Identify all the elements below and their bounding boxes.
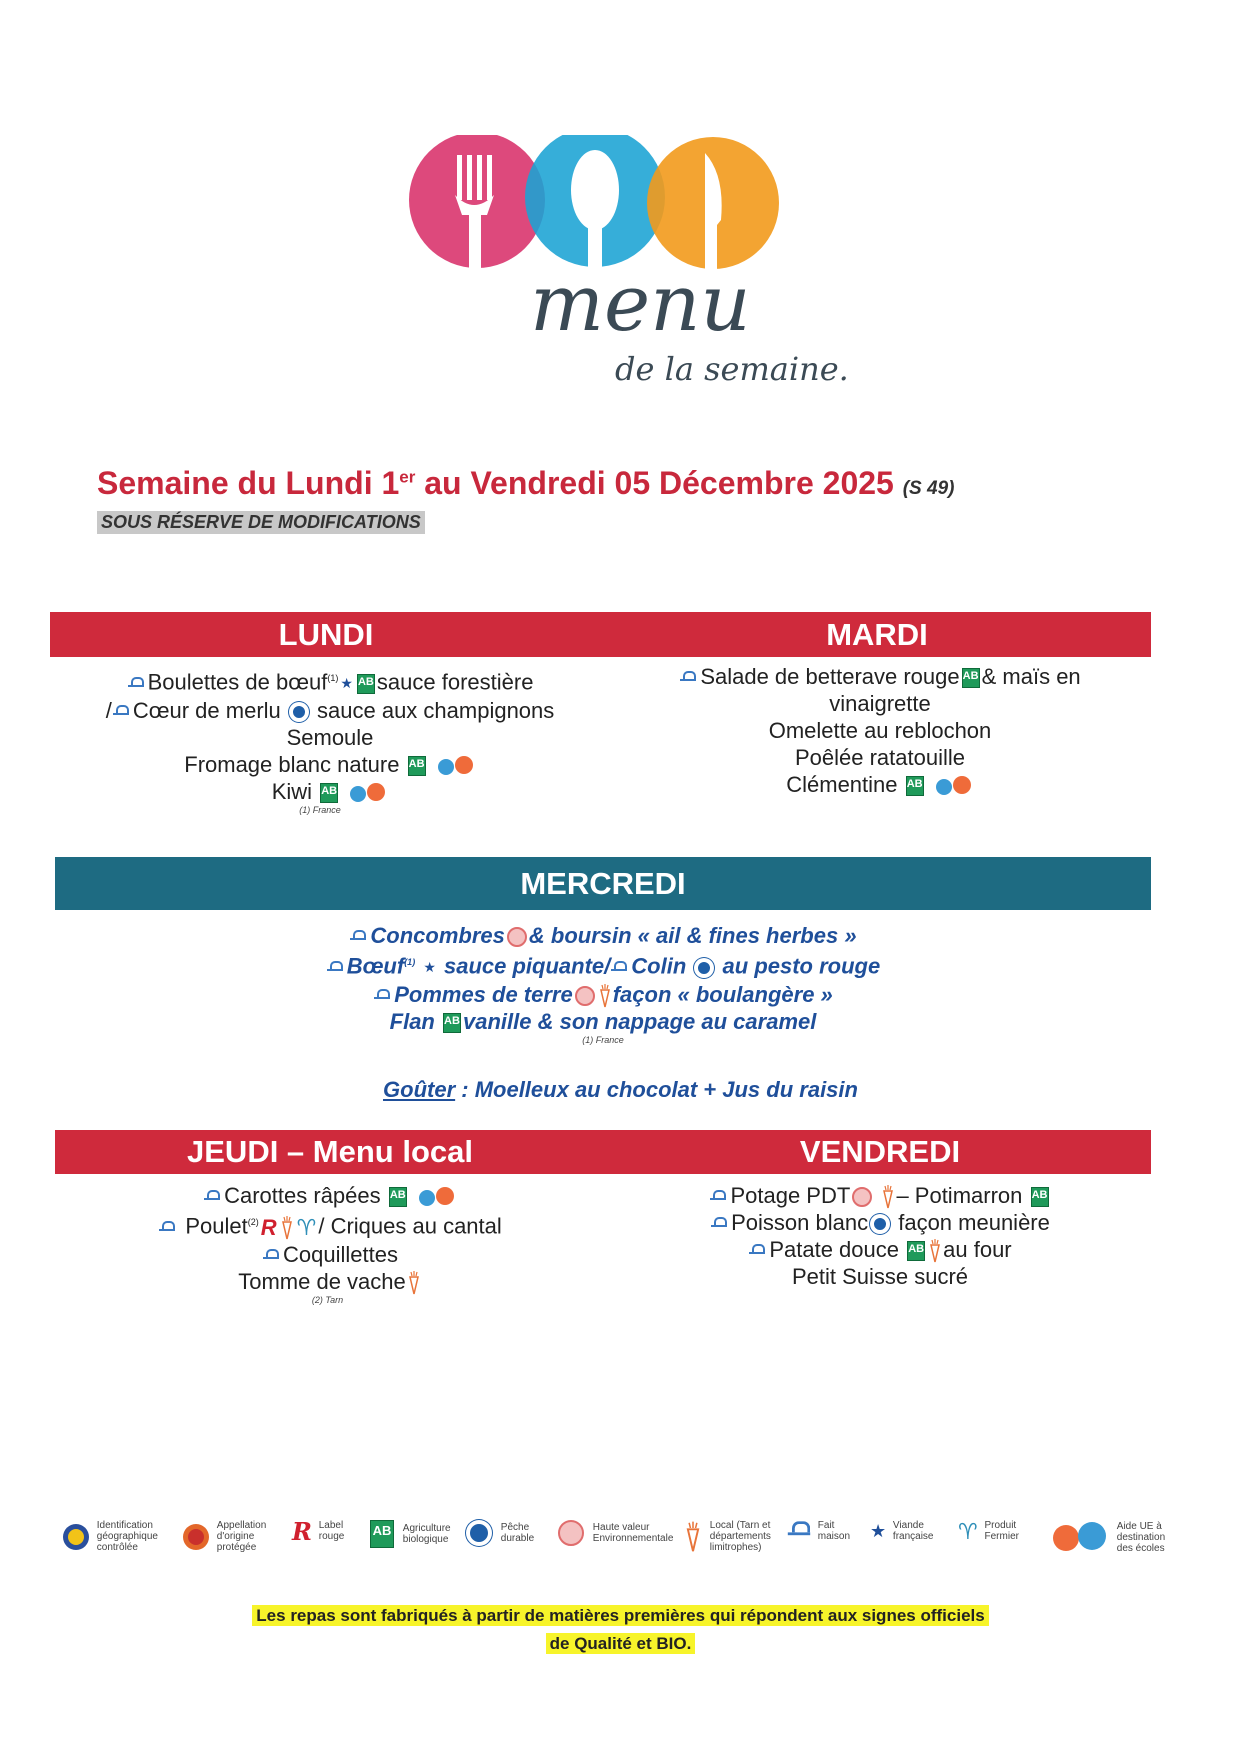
- mardi-heading: MARDI: [826, 616, 928, 652]
- list-item: [610, 1209, 1150, 1236]
- local-icon: [928, 1239, 942, 1263]
- list-item: [60, 1241, 600, 1268]
- list-item: vinaigrette: [829, 691, 931, 716]
- lundi-heading: LUNDI: [278, 616, 374, 652]
- label-rouge-icon: R: [292, 1516, 312, 1546]
- dish-name: Salade de betterave rouge: [700, 664, 960, 689]
- legend-local: [680, 1520, 771, 1553]
- mercredi-menu: [55, 922, 1151, 1046]
- fait-maison-icon: [349, 929, 367, 945]
- dish-name: Tomme de vache: [238, 1269, 406, 1295]
- dish-name: Colin: [631, 953, 687, 979]
- fait-maison-icon: [158, 1220, 176, 1236]
- ab-icon: AB: [370, 1520, 394, 1548]
- dish-name: Poisson blanc: [731, 1210, 869, 1236]
- legend-text: maison: [817, 1531, 851, 1542]
- peche-durable-icon: [289, 702, 309, 722]
- dish-side: façon « boulangère »: [612, 982, 833, 1008]
- menu-logo: [395, 135, 865, 425]
- jeudi-menu: [60, 1182, 600, 1306]
- legend-text: Aide UE à: [1116, 1520, 1162, 1532]
- dish-name: Pommes de terre: [394, 982, 573, 1008]
- lundi-menu: [60, 665, 600, 816]
- fait-maison-icon: [748, 1243, 766, 1259]
- quality-footer: [0, 1602, 1241, 1658]
- legend-text: Produit: [984, 1520, 1017, 1531]
- fait-maison-icon: [786, 1520, 811, 1542]
- legend-text: des écoles: [1116, 1542, 1165, 1554]
- origin-note: (1) France: [299, 805, 341, 816]
- dish-name: Cœur de merlu: [132, 698, 281, 724]
- list-item: [60, 1268, 600, 1295]
- dish-name: Boulettes de bœuf: [147, 669, 328, 695]
- fait-maison-icon: [326, 960, 344, 976]
- dish-sauce: sauce forestière: [376, 669, 534, 695]
- fait-maison-icon: [373, 988, 391, 1004]
- reserve-notice: SOUS RÉSERVE DE MODIFICATIONS: [97, 511, 425, 534]
- legend-igp: [58, 1520, 158, 1553]
- fait-maison-icon: [679, 670, 697, 686]
- hve-icon: [852, 1187, 872, 1207]
- legend-produit-fermier: [954, 1520, 1019, 1542]
- page-title: [97, 465, 954, 502]
- produit-fermier-icon: ♈: [958, 1518, 978, 1544]
- legend-fait-maison: [786, 1520, 850, 1542]
- legend-text: Local (Tarn et: [709, 1520, 771, 1531]
- hve-icon: [575, 986, 595, 1006]
- dish-sauce: sauce aux champignons: [317, 698, 555, 724]
- dish-side: & boursin « ail & fines herbes »: [528, 923, 857, 948]
- dish-name: Flan: [389, 1009, 435, 1035]
- dish-name: Carottes râpées: [224, 1183, 381, 1208]
- list-item: Petit Suisse sucré: [791, 1264, 969, 1290]
- gouter-line: [0, 1077, 1241, 1103]
- legend-text: rouge: [318, 1531, 345, 1542]
- ab-icon: AB: [1031, 1187, 1049, 1207]
- dish-sup: (2): [247, 1217, 259, 1228]
- viande-francaise-icon: ★: [423, 959, 436, 976]
- dish-side: façon meunière: [898, 1210, 1050, 1236]
- dish-name: Concombres: [370, 923, 505, 948]
- dish-side: vanille & son nappage au caramel: [463, 1009, 817, 1035]
- footer-line1: Les repas sont fabriqués à partir de matières premières qui répondent aux signes officiels: [252, 1605, 988, 1626]
- local-icon: [684, 1521, 702, 1553]
- legend-text: Environnementale: [592, 1533, 674, 1544]
- list-item: Poêlée ratatouille: [794, 745, 965, 770]
- origin-note: (1) France: [582, 1035, 624, 1046]
- dish-name: Kiwi: [271, 779, 313, 805]
- legend-text: durable: [500, 1533, 535, 1544]
- legend-aop: [178, 1520, 266, 1553]
- label-rouge-icon: R: [260, 1215, 277, 1241]
- origin-note: (2) Tarn: [311, 1295, 344, 1306]
- ab-icon: AB: [320, 783, 338, 803]
- dish-name: Fromage blanc nature: [184, 752, 400, 778]
- legend-text: Appellation: [216, 1520, 267, 1531]
- title-part2: au Vendredi 05 Décembre 2025: [415, 465, 903, 501]
- dish-name: Bœuf: [346, 953, 405, 979]
- dish-side: au four: [943, 1237, 1012, 1263]
- list-item: [60, 751, 600, 778]
- local-icon: [407, 1271, 421, 1295]
- aide-ue-icon: [1050, 1520, 1110, 1554]
- local-icon: [280, 1216, 294, 1240]
- dish-sauce: au pesto rouge: [722, 953, 881, 979]
- fait-maison-icon: [262, 1248, 280, 1264]
- legend-aide-ue: [1046, 1520, 1165, 1554]
- vendredi-menu: [610, 1182, 1150, 1290]
- aide-ue-icon: [348, 781, 386, 805]
- logo-subtitle: de la semaine.: [615, 350, 849, 388]
- fait-maison-icon: [112, 704, 130, 720]
- legend-ab: [366, 1520, 451, 1548]
- ab-icon: AB: [408, 756, 426, 776]
- legend-viande-francaise: [866, 1520, 934, 1542]
- legend-text: Identification: [96, 1520, 153, 1531]
- dish-sup: (1): [404, 957, 416, 967]
- local-icon: [598, 984, 612, 1008]
- separator: /: [604, 953, 611, 979]
- dish-sup: (1): [327, 673, 339, 683]
- title-sup: er: [399, 467, 416, 487]
- list-item: Semoule: [286, 725, 374, 751]
- peche-durable-icon: [466, 1520, 492, 1546]
- fait-maison-icon: [610, 960, 628, 976]
- peche-durable-icon: [870, 1214, 890, 1234]
- vendredi-heading: VENDREDI: [799, 1134, 961, 1169]
- legend-peche-durable: [462, 1520, 534, 1546]
- legend-text: biologique: [402, 1534, 449, 1545]
- hve-icon: [558, 1520, 584, 1546]
- list-item: [55, 922, 1151, 949]
- dish-side: & maïs en: [981, 664, 1081, 689]
- jeudi-heading: JEUDI – Menu local: [187, 1134, 473, 1169]
- legend-text: départements: [709, 1531, 771, 1542]
- title-part1: Semaine du Lundi 1: [97, 465, 400, 501]
- logo-word: menu: [530, 259, 751, 349]
- produit-fermier-icon: ♈: [296, 1215, 317, 1241]
- viande-francaise-icon: ★: [340, 675, 353, 692]
- mercredi-header-bar: [55, 857, 1151, 910]
- list-item: [610, 1182, 1150, 1209]
- igp-icon: [62, 1523, 90, 1551]
- list-item: [610, 663, 1150, 690]
- list-item: [610, 1236, 1150, 1263]
- legend-text: destination: [1116, 1531, 1166, 1543]
- list-item: [610, 771, 1150, 798]
- viande-francaise-icon: ★: [870, 1520, 887, 1541]
- dish-name: Clémentine: [786, 772, 898, 797]
- dish-alt: / Criques au cantal: [318, 1213, 502, 1239]
- legend-text: géographique: [96, 1531, 158, 1542]
- fait-maison-icon: [710, 1216, 728, 1232]
- legend-text: Label: [318, 1520, 344, 1531]
- list-item: [60, 778, 600, 805]
- ab-icon: AB: [962, 668, 980, 688]
- fait-maison-icon: [127, 676, 145, 692]
- hve-icon: [507, 927, 527, 947]
- week-number: (S 49): [902, 478, 955, 499]
- ab-icon: AB: [443, 1013, 461, 1033]
- list-item: [55, 981, 1151, 1008]
- dish-name: Poulet: [185, 1213, 248, 1239]
- list-item: [60, 665, 600, 697]
- ab-icon: AB: [357, 674, 375, 694]
- legend-text: Fermier: [984, 1531, 1019, 1542]
- local-icon: [881, 1185, 895, 1209]
- legend-label-rouge: [288, 1516, 345, 1546]
- list-item: [55, 1008, 1151, 1035]
- legend-text: d'origine: [216, 1531, 255, 1542]
- dish-sauce: sauce piquante: [444, 953, 605, 979]
- aide-ue-icon: [417, 1185, 455, 1209]
- mardi-menu: [610, 663, 1150, 798]
- jeudi-vendredi-header-bar: [55, 1130, 1151, 1174]
- gouter-label: Goûter: [383, 1077, 456, 1102]
- ab-icon: AB: [906, 776, 924, 796]
- list-item: [60, 1209, 600, 1241]
- gouter-text: : Moelleux au chocolat + Jus du raisin: [455, 1077, 858, 1102]
- legend-text: Haute valeur: [592, 1522, 650, 1533]
- dish-name: Potage PDT: [730, 1183, 851, 1208]
- legend-text: Viande: [892, 1520, 924, 1531]
- list-item: [60, 1182, 600, 1209]
- aide-ue-icon: [934, 774, 972, 798]
- legend-text: française: [892, 1531, 934, 1542]
- legend-text: contrôlée: [96, 1542, 138, 1553]
- peche-durable-icon: [694, 958, 714, 978]
- lundi-mardi-header-bar: [50, 612, 1151, 657]
- list-item: Omelette au reblochon: [768, 718, 992, 743]
- separator: /: [105, 698, 112, 724]
- dish-name: Coquillettes: [283, 1242, 398, 1268]
- ab-icon: AB: [907, 1241, 925, 1261]
- dish-name: Patate douce: [769, 1237, 900, 1263]
- mercredi-heading: MERCREDI: [520, 865, 686, 901]
- list-item: [55, 949, 1151, 981]
- footer-line2: de Qualité et BIO.: [546, 1633, 696, 1654]
- aide-ue-icon: [436, 754, 474, 778]
- legend-text: protégée: [216, 1542, 257, 1553]
- legend-text: Fait: [817, 1520, 835, 1531]
- legend-text: limitrophes): [709, 1542, 762, 1553]
- legend-text: Pêche: [500, 1522, 530, 1533]
- fait-maison-icon: [709, 1189, 727, 1205]
- aop-icon: [182, 1523, 210, 1551]
- list-item: [60, 697, 600, 724]
- dish-side: – Potimarron: [896, 1183, 1023, 1208]
- ab-icon: AB: [389, 1187, 407, 1207]
- legend-hve: [554, 1520, 673, 1546]
- fait-maison-icon: [203, 1189, 221, 1205]
- legend-text: Agriculture: [402, 1523, 451, 1534]
